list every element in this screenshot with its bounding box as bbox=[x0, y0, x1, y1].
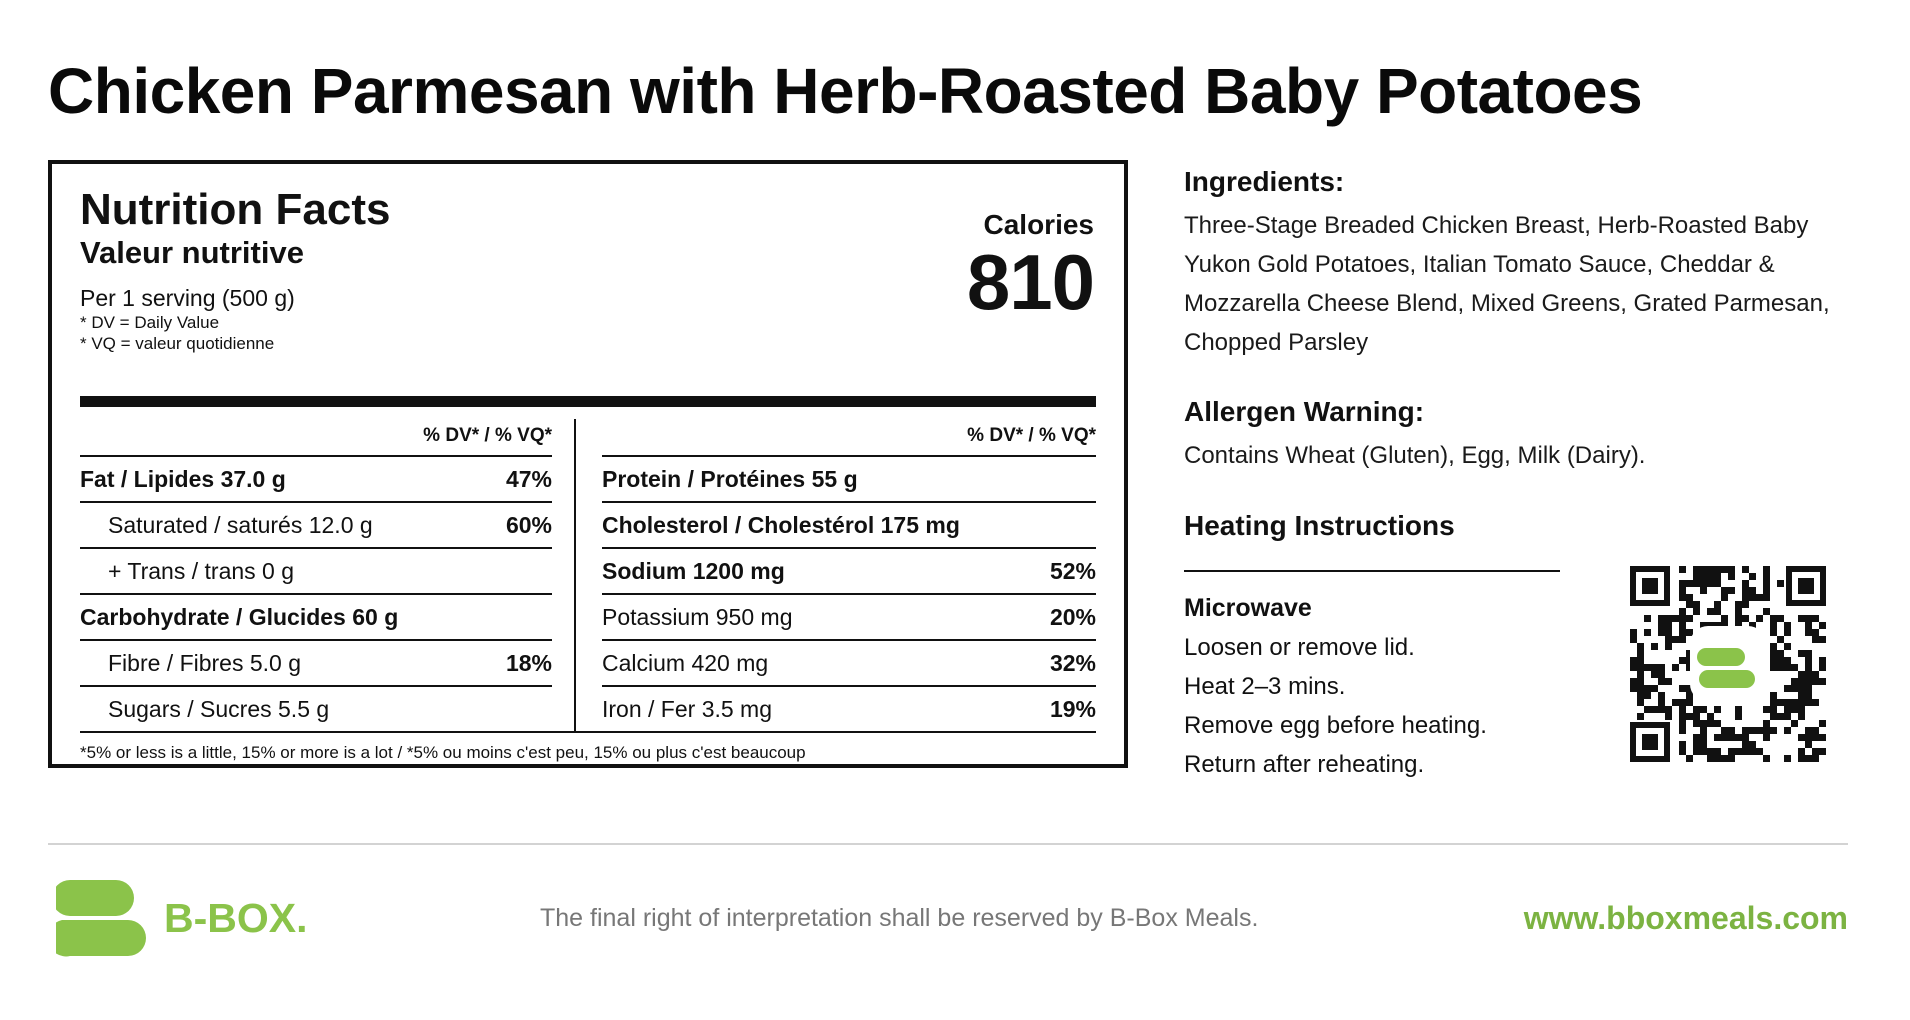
nutrient-percent: 19% bbox=[1049, 695, 1096, 722]
column-divider bbox=[574, 419, 576, 733]
nutrient-label: Sodium 1200 mg bbox=[602, 557, 785, 584]
nutrient-row bbox=[602, 503, 1096, 549]
ingredients-text: Three-Stage Breaded Chicken Breast, Herb-Roasted Baby Yukon Gold Potatoes, Italian Tomato Sauce, Cheddar & Mozzarella Cheese Blend, Mixed Greens, Grated Parmesan, Chopped Parsley bbox=[1184, 212, 1830, 356]
nutrient-percent: 47% bbox=[505, 465, 552, 492]
vq-note: * VQ = valeur quotidienne bbox=[80, 334, 275, 353]
nutrient-row bbox=[80, 641, 552, 687]
nutrient-label: Cholesterol / Cholestérol 175 mg bbox=[602, 511, 960, 538]
heating-divider bbox=[1184, 570, 1560, 572]
website-link[interactable]: www.bboxmeals.com bbox=[1523, 900, 1848, 936]
nutrient-label: Sugars / Sucres 5.5 g bbox=[108, 695, 330, 722]
calories-value: 810 bbox=[966, 238, 1094, 326]
nutrient-row bbox=[80, 503, 552, 549]
bbox-logo-icon bbox=[56, 878, 146, 958]
nutrient-row bbox=[80, 595, 552, 641]
nutrient-label: Calcium 420 mg bbox=[602, 649, 769, 676]
nutrient-column-left bbox=[80, 419, 552, 737]
nutrient-label: + Trans / trans 0 g bbox=[108, 557, 295, 584]
nutrition-facts-panel bbox=[48, 160, 1128, 768]
nutrient-row bbox=[602, 641, 1096, 687]
nutrient-row bbox=[602, 595, 1096, 641]
nutrient-row bbox=[602, 687, 1096, 733]
heating-step: Remove egg before heating. bbox=[1184, 712, 1487, 739]
nutrient-label: Saturated / saturés 12.0 g bbox=[108, 511, 373, 538]
dv-header-left: % DV* / % VQ* bbox=[80, 419, 552, 457]
serving-size: Per 1 serving (500 g) bbox=[80, 285, 295, 311]
nutrient-percent: 52% bbox=[1049, 557, 1096, 584]
allergen-heading: Allergen Warning: bbox=[1184, 396, 1425, 427]
dv-note: * DV = Daily Value bbox=[80, 313, 220, 332]
nutrient-columns bbox=[80, 419, 1096, 737]
heating-step: Return after reheating. bbox=[1184, 751, 1425, 778]
dv-header-right: % DV* / % VQ* bbox=[602, 419, 1096, 457]
nutrition-heading: Nutrition Facts bbox=[80, 185, 391, 234]
calories-label: Calories bbox=[983, 209, 1094, 240]
nutrient-label: Protein / Protéines 55 g bbox=[602, 465, 858, 492]
nutrient-label: Potassium 950 mg bbox=[602, 603, 793, 630]
calories-block bbox=[966, 208, 1094, 326]
heating-step: Heat 2–3 mins. bbox=[1184, 673, 1346, 700]
nutrient-row bbox=[80, 687, 552, 733]
nutrition-subheading: Valeur nutritive bbox=[80, 235, 304, 270]
nutrition-header bbox=[80, 185, 1096, 388]
nutrient-label: Iron / Fer 3.5 mg bbox=[602, 695, 773, 722]
nutrient-row bbox=[80, 549, 552, 595]
dv-footnote: *5% or less is a little, 15% or more is a lot / *5% ou moins c'est peu, 15% ou plus c'est beaucoup bbox=[80, 743, 806, 762]
allergen-text: Contains Wheat (Gluten), Egg, Milk (Dairy). bbox=[1184, 442, 1646, 469]
nutrient-row bbox=[602, 457, 1096, 503]
nutrient-percent: 18% bbox=[505, 649, 552, 676]
footer-divider bbox=[48, 843, 1848, 845]
nutrient-column-right bbox=[602, 419, 1096, 737]
nutrient-label: Fat / Lipides 37.0 g bbox=[80, 465, 286, 492]
microwave-heading: Microwave bbox=[1184, 594, 1312, 622]
brand-name: B-BOX. bbox=[164, 895, 308, 941]
nutrient-percent: 32% bbox=[1049, 649, 1096, 676]
nutrient-percent: 60% bbox=[505, 511, 552, 538]
ingredients-heading: Ingredients: bbox=[1184, 166, 1345, 197]
nutrient-row bbox=[602, 549, 1096, 595]
nutrient-percent: 20% bbox=[1049, 603, 1096, 630]
nutrient-row bbox=[80, 457, 552, 503]
thick-divider bbox=[80, 396, 1096, 407]
qr-code[interactable] bbox=[1630, 566, 1826, 762]
nutrient-label: Fibre / Fibres 5.0 g bbox=[108, 649, 302, 676]
nutrient-label: Carbohydrate / Glucides 60 g bbox=[80, 603, 399, 630]
product-title: Chicken Parmesan with Herb-Roasted Baby Potatoes bbox=[48, 55, 1643, 127]
disclaimer-text: The final right of interpretation shall be reserved by B-Box Meals. bbox=[540, 904, 1259, 932]
heating-steps bbox=[1184, 628, 1487, 784]
heating-step: Loosen or remove lid. bbox=[1184, 634, 1415, 661]
heating-heading: Heating Instructions bbox=[1184, 510, 1455, 541]
